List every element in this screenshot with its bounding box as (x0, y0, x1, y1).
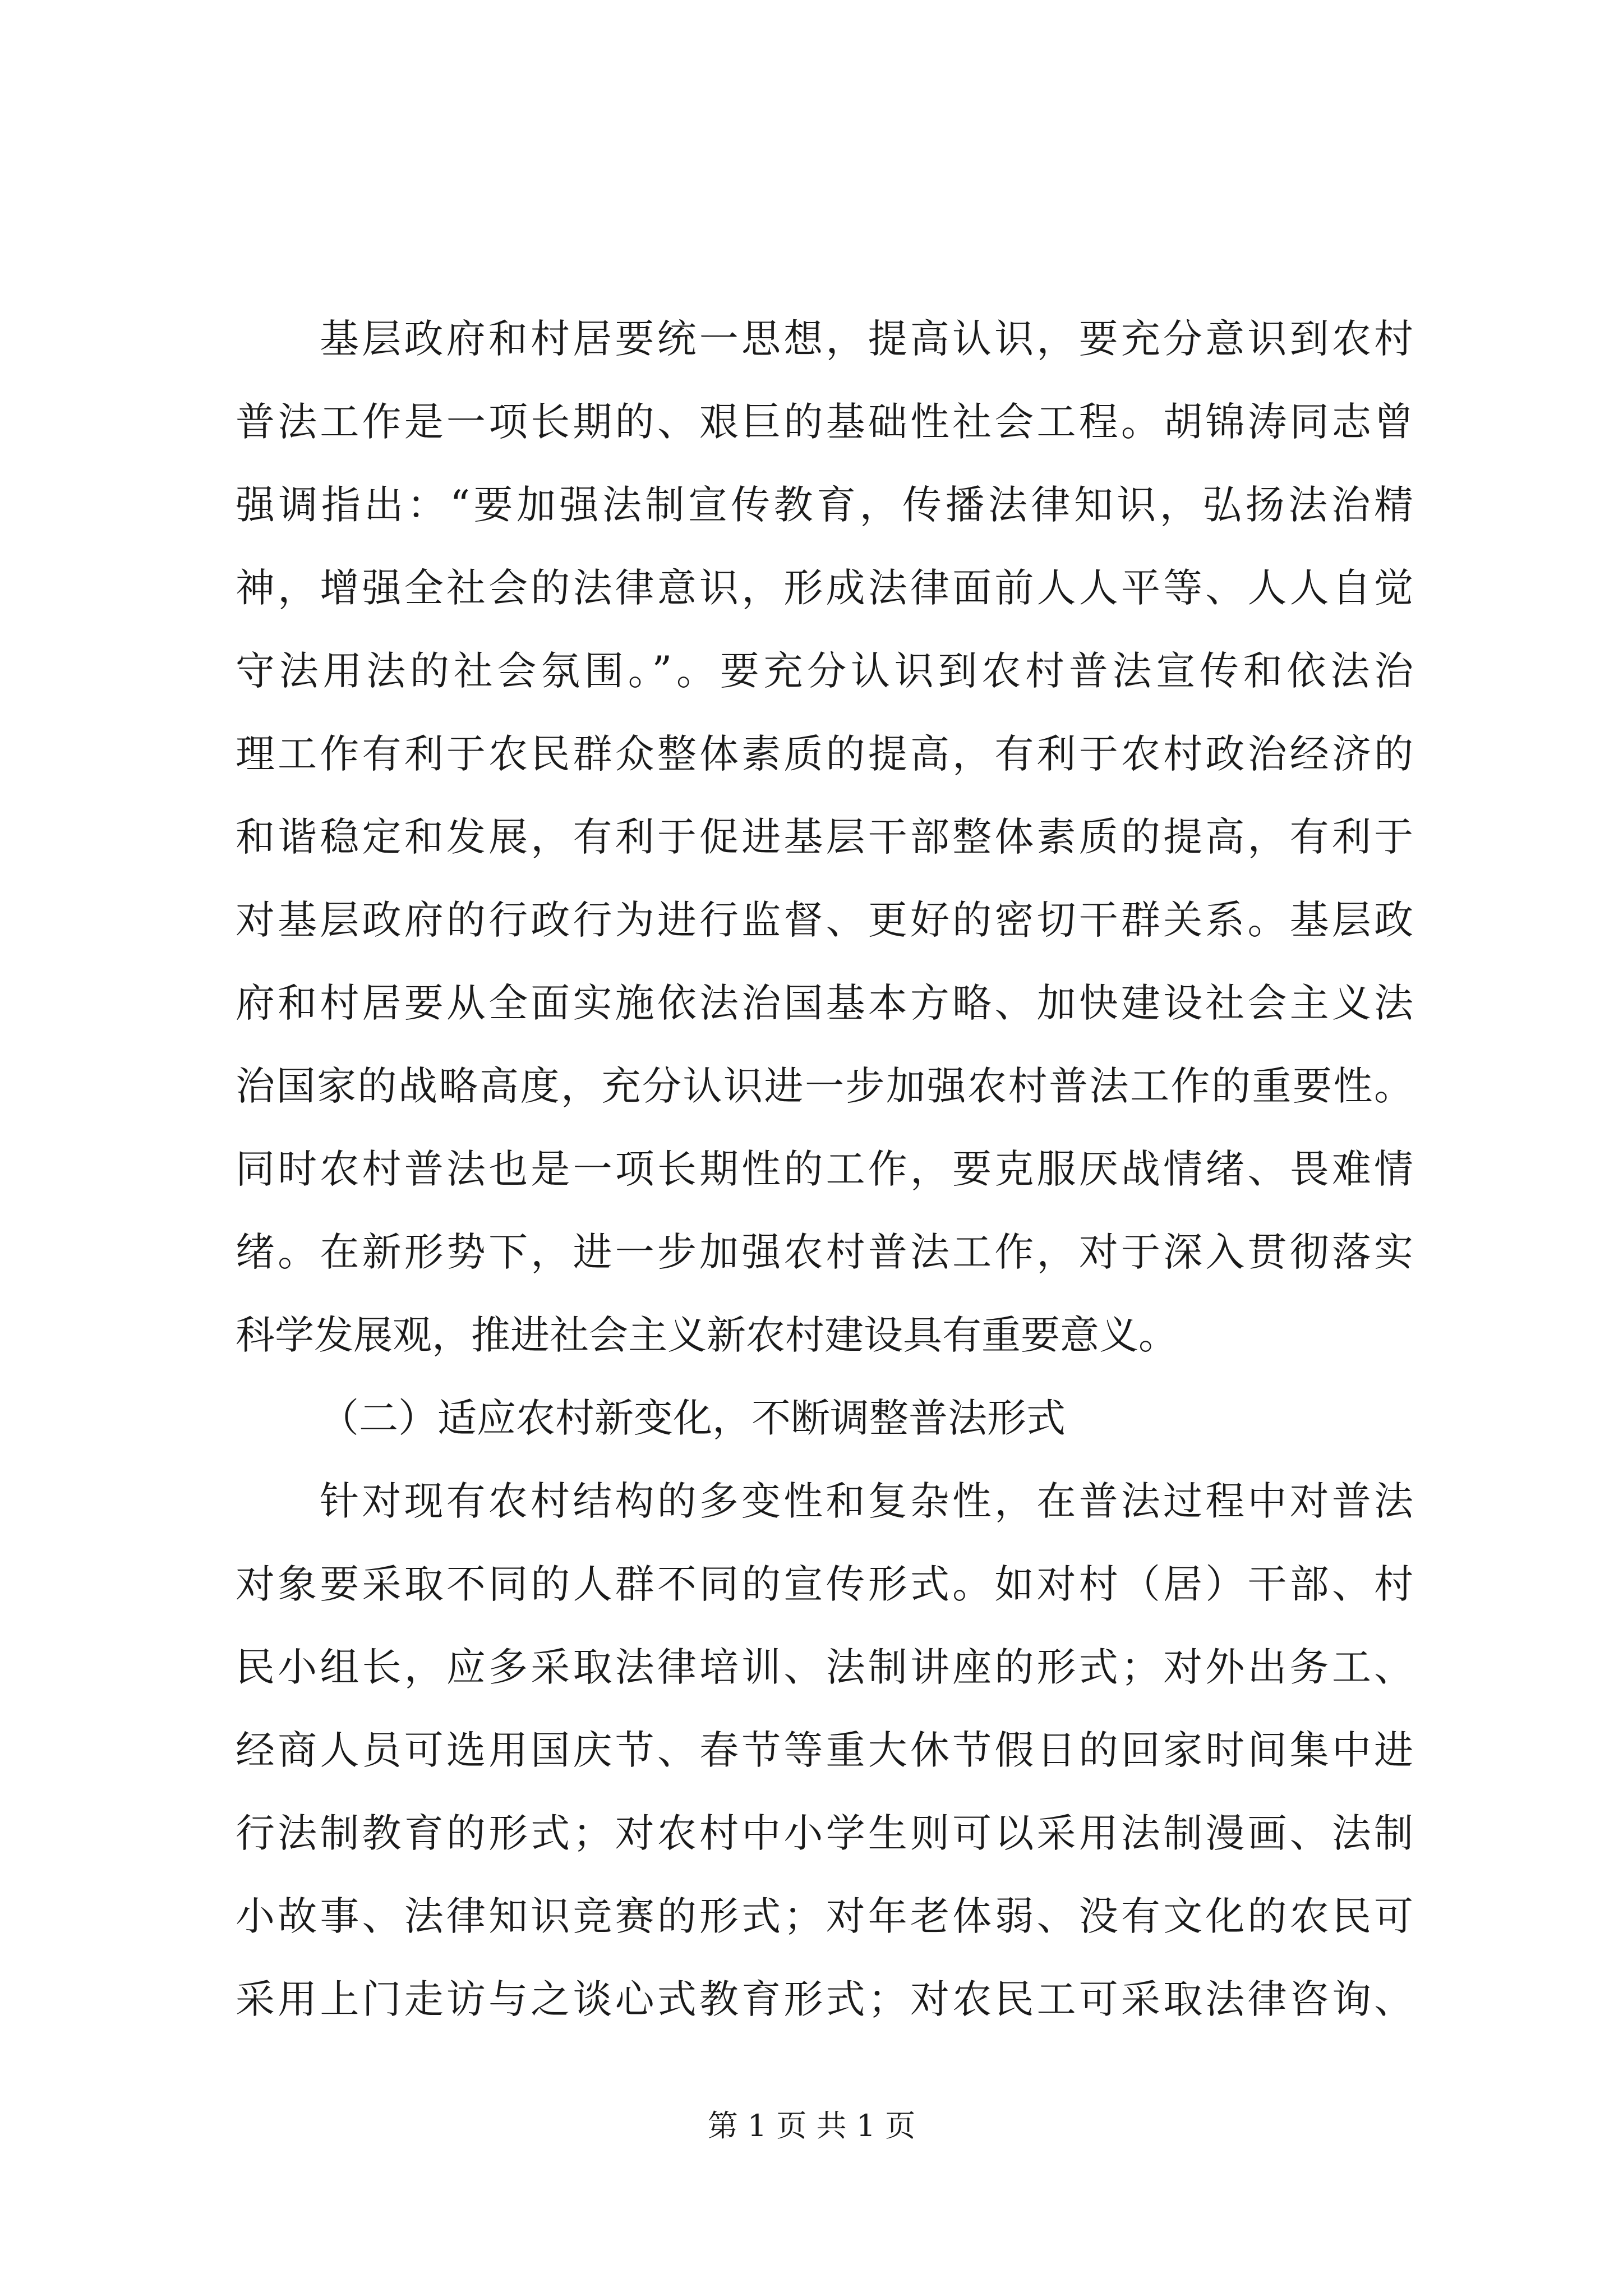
paragraph-line: 府和村居要从全面实施依法治国基本方略、加快建设社会主义法 (236, 980, 1413, 1026)
paragraph-line: 守法用法的社会氛围。”。要充分认识到农村普法宣传和依法治 (236, 648, 1413, 694)
paragraph-line: 行法制教育的形式；对农村中小学生则可以采用法制漫画、法制 (236, 1810, 1413, 1856)
body-text (236, 297, 1413, 2041)
paragraph-line: 对基层政府的行政行为进行监督、更好的密切干群关系。基层政 (236, 897, 1413, 943)
paragraph-line: 强调指出：“要加强法制宣传教育，传播法律知识，弘扬法治精 (236, 482, 1413, 528)
paragraph-line: 治国家的战略高度，充分认识进一步加强农村普法工作的重要性。 (236, 1063, 1413, 1109)
page-number-footer: 第 1 页 共 1 页 (707, 2108, 916, 2143)
paragraph-line: 小故事、法律知识竞赛的形式；对年老体弱、没有文化的农民可 (236, 1893, 1413, 1939)
paragraph-line: 经商人员可选用国庆节、春节等重大休节假日的回家时间集中进 (236, 1727, 1413, 1773)
paragraph-line: 神，增强全社会的法律意识，形成法律面前人人平等、人人自觉 (236, 565, 1413, 611)
paragraph-line: 同时农村普法也是一项长期性的工作，要克服厌战情绪、畏难情 (236, 1146, 1413, 1192)
paragraph-line: 对象要采取不同的人群不同的宣传形式。如对村（居）干部、村 (236, 1561, 1413, 1607)
paragraph-line: 普法工作是一项长期的、艰巨的基础性社会工程。胡锦涛同志曾 (236, 399, 1413, 445)
paragraph-line: 绪。在新形势下，进一步加强农村普法工作，对于深入贯彻落实 (236, 1229, 1413, 1275)
section-heading: （二）适应农村新变化，不断调整普法形式 (320, 1395, 1066, 1441)
paragraph-line: 采用上门走访与之谈心式教育形式；对农民工可采取法律咨询、 (236, 1976, 1413, 2022)
paragraph-line: 民小组长，应多采取法律培训、法制讲座的形式；对外出务工、 (236, 1644, 1413, 1690)
paragraph-line: 基层政府和村居要统一思想，提高认识，要充分意识到农村 (320, 316, 1413, 362)
paragraph-line: 理工作有利于农民群众整体素质的提高，有利于农村政治经济的 (236, 731, 1413, 777)
paragraph-line: 和谐稳定和发展，有利于促进基层干部整体素质的提高，有利于 (236, 814, 1413, 860)
paragraph-line: 科学发展观，推进社会主义新农村建设具有重要意义。 (236, 1312, 1178, 1358)
paragraph-line: 针对现有农村结构的多变性和复杂性，在普法过程中对普法 (320, 1478, 1413, 1524)
